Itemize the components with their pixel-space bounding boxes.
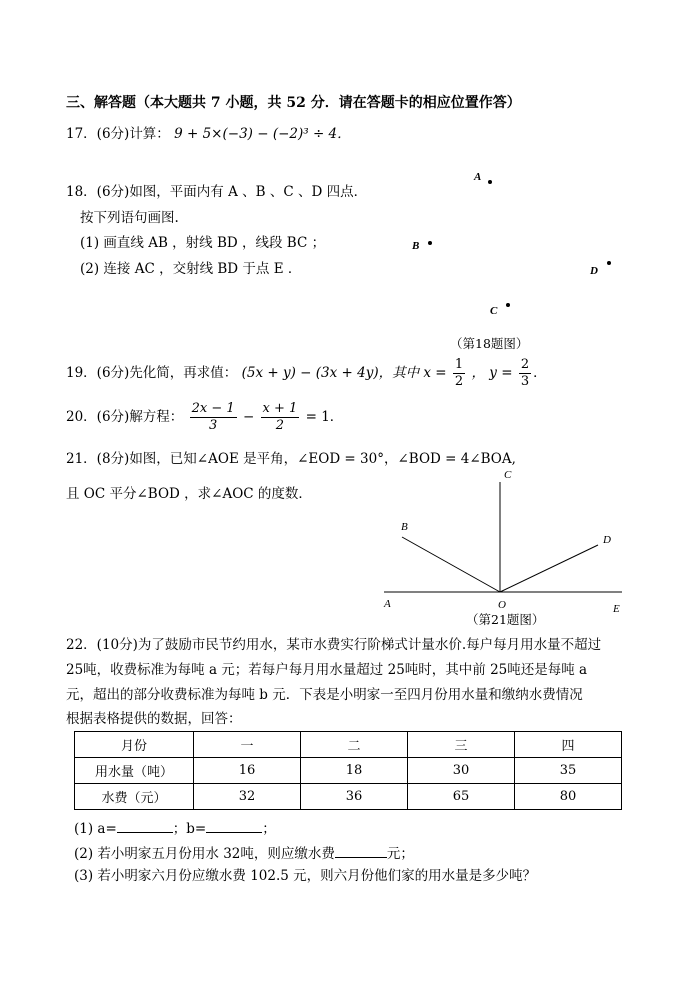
table-cell: 水费（元）	[75, 784, 194, 810]
q21-caption: （第21题图）	[466, 612, 545, 627]
q18-point-d-label: D	[590, 265, 598, 277]
q20-number: 20．(6分)	[66, 409, 130, 425]
q20-right-den: 2	[275, 418, 285, 433]
q22-sub1-mid: ；b=	[172, 821, 207, 837]
q21-label-a: A	[384, 598, 391, 610]
q20-left-den: 3	[208, 418, 218, 433]
table-cell: 36	[301, 784, 408, 810]
q21-line2: 且 OC 平分∠BOD ，求∠AOC 的度数．	[66, 486, 312, 502]
q22-sub2	[74, 845, 414, 862]
q18-caption: （第18题图）	[450, 336, 529, 351]
table-row	[75, 784, 622, 810]
q17-prompt: 计算：	[129, 126, 170, 142]
q18-step2: (2) 连接 AC ，交射线 BD 于点 E ．	[80, 261, 302, 277]
q21-label-o: O	[498, 599, 506, 611]
q22-para-line3: 元，超出的部分收费标准为每吨 b 元．下表是小明家一至四月份用水量和缴纳水费情况	[66, 687, 583, 703]
answer-blank-a[interactable]	[117, 820, 173, 833]
q22-para-line1: 为了鼓励市民节约用水，某市水费实行阶梯式计量水价.每户每月用水量不超过	[137, 637, 602, 653]
q19-y-label: ， y =	[471, 365, 513, 381]
q18-step1: (1) 画直线 AB ，射线 BD ，线段 BC ；	[80, 235, 326, 251]
q22-para-line2: 25吨，收费标准为每吨 a 元；若每户每月用水量超过 25吨时，其中前 25吨还是每吨 a	[66, 662, 588, 678]
q21-ray-ob	[402, 537, 500, 592]
q20-right-num: x + 1	[262, 401, 298, 416]
table-row	[75, 758, 622, 784]
q21-label-b: B	[401, 521, 408, 533]
q18-number: 18．(6分)	[66, 184, 130, 200]
q19-number: 19．(6分)	[66, 365, 130, 381]
table-header-cell: 月份	[75, 732, 194, 758]
table-cell: 65	[408, 784, 515, 810]
q20-prompt: 解方程：	[129, 409, 184, 425]
q22-sub2-prefix: (2) 若小明家五月份用水 32吨，则应缴水费	[74, 846, 335, 862]
q19-y-den: 3	[520, 374, 530, 389]
q22-sub2-end: 元；	[386, 846, 414, 862]
q22-line1	[66, 639, 601, 653]
q19-x-label: x =	[423, 365, 447, 381]
table-header-cell: 三	[408, 732, 515, 758]
q21-line1: 如图，已知∠AOE 是平角，∠EOD = 30°，∠BOD = 4∠BOA,	[129, 451, 516, 467]
section-heading: 三、解答题（本大题共 7 小题，共 52 分．请在答题卡的相应位置作答）	[66, 95, 521, 111]
q21-label-e: E	[613, 603, 620, 615]
water-fee-table	[74, 731, 622, 810]
q22-number: 22．(10分)	[66, 637, 138, 653]
table-header-row	[75, 732, 622, 758]
table-cell: 16	[194, 758, 301, 784]
q21-label-c: C	[504, 469, 512, 481]
table-header-cell: 一	[194, 732, 301, 758]
table-cell: 80	[515, 784, 622, 810]
q22-sub1-prefix: (1) a=	[74, 821, 117, 837]
q21-ray-od	[500, 545, 598, 592]
q20-left-num: 2x − 1	[191, 401, 235, 416]
q22-para-line4: 根据表格提供的数据，回答：	[66, 711, 242, 727]
q22-sub3: (3) 若小明家六月份应缴水费 102.5 元，则六月份他们家的用水量是多少吨？	[74, 868, 537, 884]
answer-blank-b[interactable]	[206, 820, 262, 833]
q19-prompt: 先化简，再求值：	[129, 365, 238, 381]
q21-label-d: D	[603, 534, 611, 546]
q19-y-num: 2	[520, 357, 530, 372]
q19-x-den: 2	[454, 374, 464, 389]
q19-end: ．	[533, 365, 547, 381]
q18-instruction: 按下列语句画图.	[80, 210, 179, 226]
q17-number: 17．(6分)	[66, 126, 130, 142]
table-cell: 35	[515, 758, 622, 784]
q18-point-c-label: C	[490, 305, 498, 317]
q20-minus: −	[242, 409, 255, 425]
q17-expression: 9 + 5×(−3) − (−2)³ ÷ 4．	[174, 126, 351, 142]
q20-rhs: = 1．	[305, 409, 344, 425]
q18-point-a-label: A	[474, 171, 482, 183]
q18-point-b-label: B	[412, 240, 420, 252]
table-cell: 32	[194, 784, 301, 810]
q19-x-num: 1	[454, 357, 464, 372]
q19-expression: (5x + y) − (3x + 4y)，其中	[241, 365, 420, 381]
table-cell: 18	[301, 758, 408, 784]
table-cell: 用水量（吨）	[75, 758, 194, 784]
q22-sub1-end: ；	[262, 821, 276, 837]
q22-sub1	[74, 820, 276, 837]
table-header-cell: 四	[515, 732, 622, 758]
answer-blank-fee[interactable]	[335, 845, 387, 858]
q21-number: 21．(8分)	[66, 451, 130, 467]
table-cell: 30	[408, 758, 515, 784]
table-header-cell: 二	[301, 732, 408, 758]
q18-text: 如图，平面内有 A 、B 、C 、D 四点．	[129, 184, 368, 200]
